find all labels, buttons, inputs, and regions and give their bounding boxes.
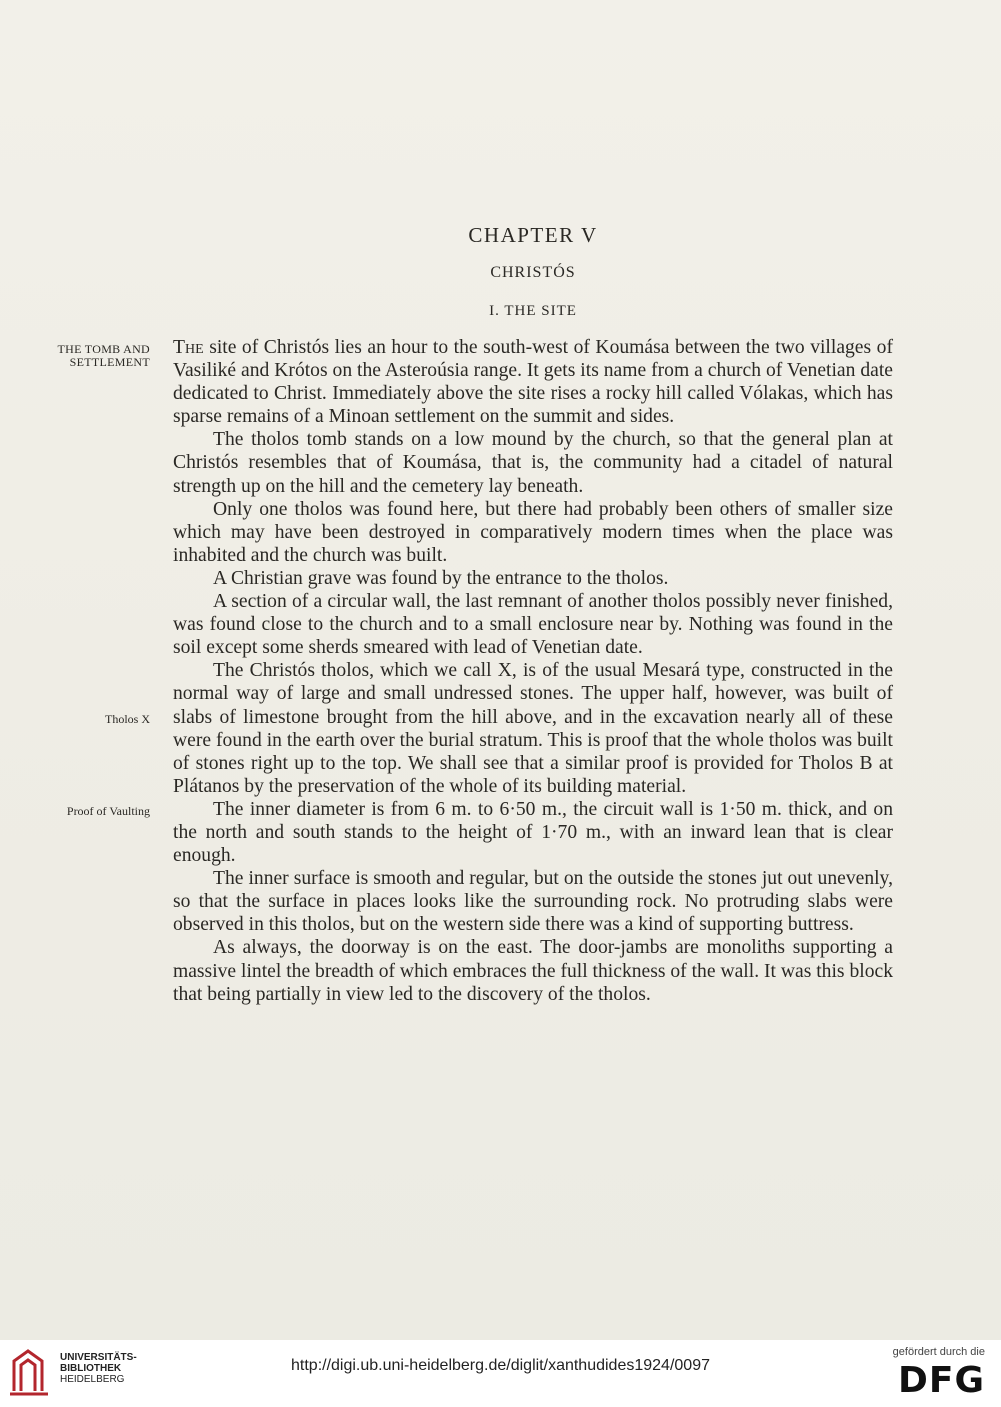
margin-note-tomb-settlement: THE TOMB AND SETTLEMENT — [57, 342, 150, 369]
permalink-url[interactable]: http://digi.ub.uni-heidelberg.de/diglit/xanthudides1924/0097 — [291, 1357, 710, 1374]
margin-note-tholos-x: Tholos X — [105, 712, 150, 726]
section-heading: I. THE SITE — [489, 303, 577, 319]
library-name-line-3: HEIDELBERG — [60, 1374, 125, 1385]
library-name-line-1: UNIVERSITÄTS- — [60, 1352, 137, 1363]
funding-caption: gefördert durch die — [892, 1346, 985, 1358]
paragraph-3: Only one tholos was found here, but there had probably been others of smaller size which may have been destroyed in comparatively modern times when the place was inhabited and the church was built. — [173, 498, 893, 566]
paragraph-1-text: site of Christós lies an hour to the south-west of Koumása between the two villages of Vasiliké and Krótos on the Asteroúsia range. It gets its name from a church of Venetian date dedicated to Christ. Immediately above the site rises a rocky hill called Vólakas, which has sparse remains of a Minoan settlement on the summit and sides. — [173, 337, 893, 428]
paragraph-5: A section of a circular wall, the last remnant of another tholos possibly never finished, was found close to the church and to a small enclosure near by. Nothing was found in the soil except some sherds smeared with lead of Venetian date. — [173, 591, 893, 659]
paragraph-lead-word: The — [173, 337, 204, 358]
paragraph-9: As always, the doorway is on the east. The door-jambs are monoliths supporting a massive lintel the breadth of which embraces the full thickness of the wall. It was this block that being partially in view led to the discovery of the tholos. — [173, 937, 893, 1005]
paragraph-7: The inner diameter is from 6 m. to 6·50 m., the circuit wall is 1·50 m. thick, and on the north and south stands to the height of 1·70 m., with an inward lean that is clear enough. — [173, 798, 893, 867]
chapter-title: CHRISTÓS — [490, 264, 576, 281]
paragraph-4: A Christian grave was found by the entrance to the tholos. — [213, 567, 669, 589]
body-text — [173, 336, 893, 1006]
library-name-line-2: BIBLIOTHEK — [60, 1363, 122, 1374]
paragraph-2: The tholos tomb stands on a low mound by the church, so that the general plan at Christós resembles that of Koumása, that is, the community had a citadel of natural strength up on the hill and the cemetery lay beneath. — [173, 429, 893, 497]
dfg-logo: DFG — [897, 1360, 985, 1401]
paragraph-1 — [173, 336, 893, 428]
paragraph-8: The inner surface is smooth and regular, but on the outside the stones jut out unevenly, so that the surface in places looks like the surrounding rock. No protruding slabs were observed in this tholos, but on the western side there was a kind of supporting buttress. — [173, 868, 893, 936]
paragraph-6: The Christós tholos, which we call X, is of the usual Mesará type, constructed in the normal way of large and small undressed stones. The upper half, however, was built of slabs of limestone brought from the hill above, and in the excavation nearly all of these were found in the earth over the burial stratum. This is proof that the whole tholos was built of stones right up to the top. We shall see that a similar proof is provided for Tholos B at Plátanos by the preservation of the whole of its building material. — [173, 660, 893, 797]
chapter-heading: CHAPTER V — [468, 223, 598, 247]
margin-note-proof-vaulting: Proof of Vaulting — [66, 804, 150, 818]
